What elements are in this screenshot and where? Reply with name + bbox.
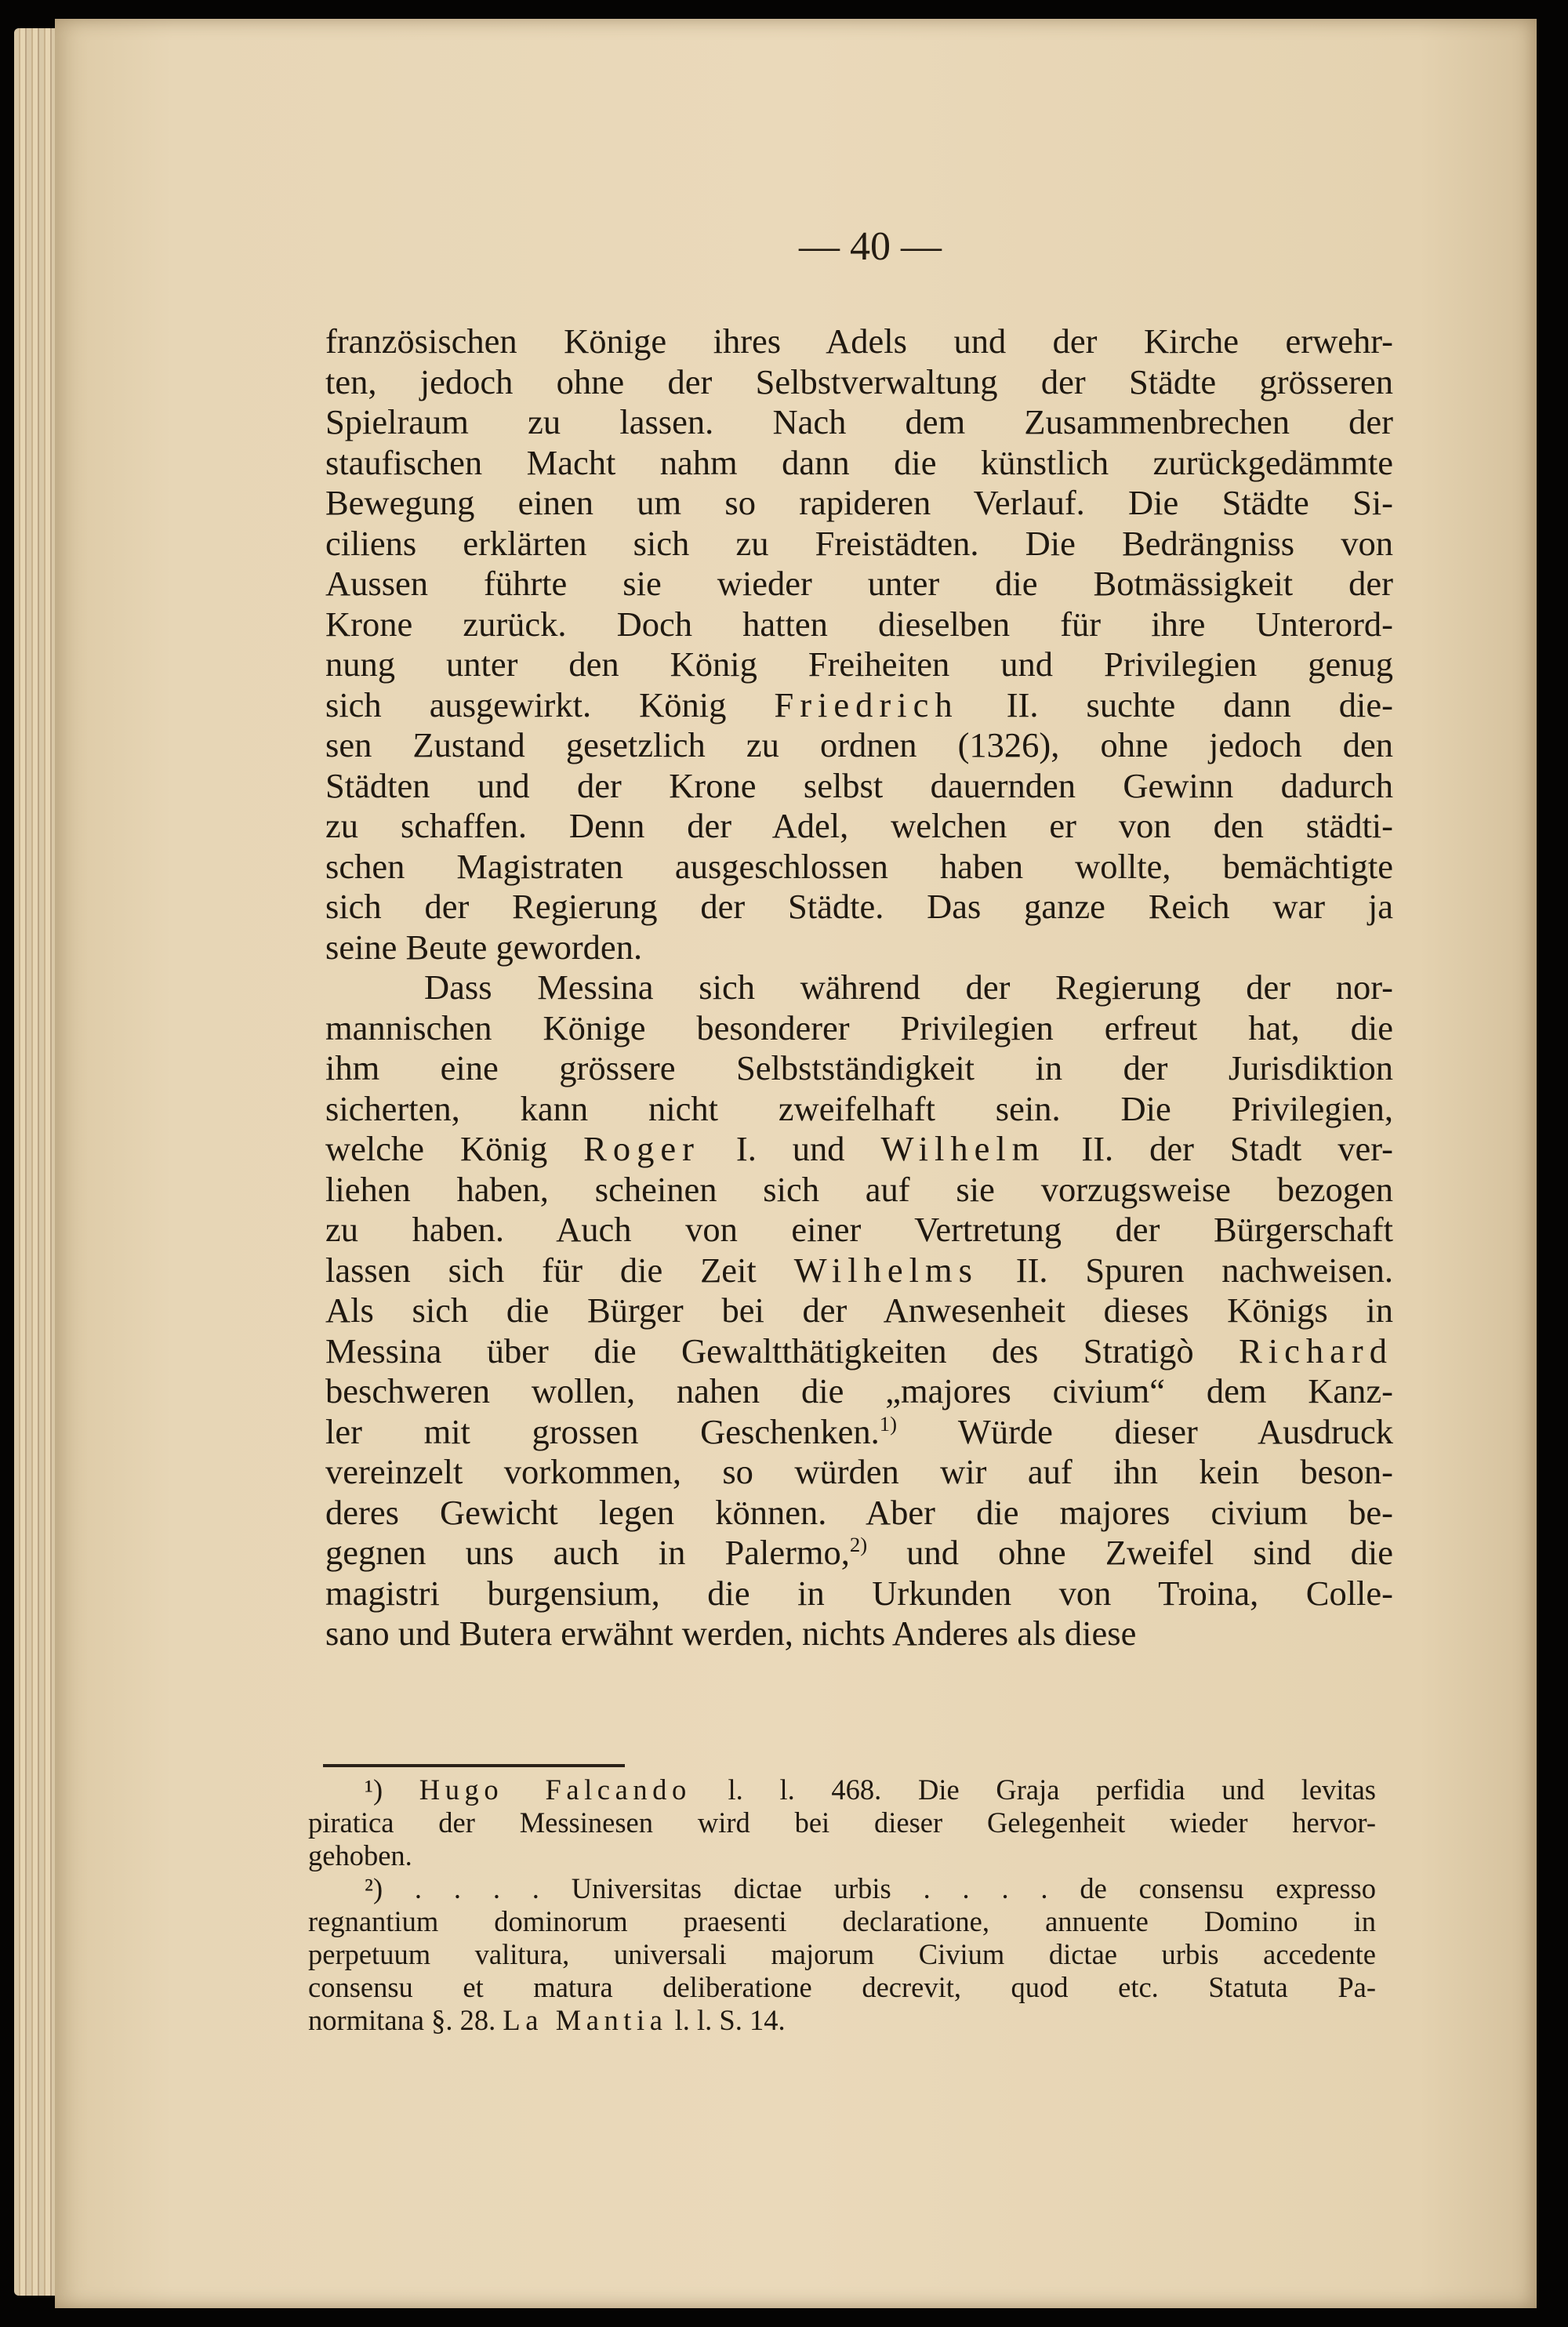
text-span: II. Spuren nachweisen. (978, 1250, 1393, 1290)
body-text (325, 321, 1393, 1654)
footnote-line: consensu et matura deliberatione decrevit, quod etc. Statuta Pa- (308, 1971, 1376, 2003)
body-line: Spielraum zu lassen. Nach dem Zusammenbrechen der (325, 402, 1393, 441)
text-span: sich ausgewirkt. König (325, 684, 775, 724)
text-span: l. l. 468. Die Graja perfidia und levitas (691, 1773, 1376, 1806)
body-line: Aussen führte sie wieder unter die Botmässigkeit der (325, 564, 1393, 603)
text-span: l. l. S. 14. (667, 2004, 786, 2036)
spaced-name: Wilhelm (880, 1129, 1046, 1168)
body-line: nung unter den König Freiheiten und Privilegien genug (325, 644, 1393, 684)
footnote-line: gehoben. (308, 1839, 412, 1871)
body-line (325, 1412, 1393, 1453)
body-line: zu haben. Auch von einer Vertretung der Bürgerschaft (325, 1210, 1393, 1249)
footnote-line: regnantium dominorum praesenti declaratione, annuente Domino in (308, 1905, 1376, 1937)
body-line: ihm eine grössere Selbstständigkeit in der Jurisdiktion (325, 1048, 1393, 1087)
body-line: ten, jedoch ohne der Selbstverwaltung der Städte grösseren (325, 361, 1393, 401)
text-span: II. suchte dann die- (958, 684, 1393, 724)
text-span: gegnen uns auch in Palermo, (325, 1533, 850, 1572)
body-line: vereinzelt vorkommen, so würden wir auf ihn kein beson- (325, 1452, 1393, 1491)
spaced-name: Friedrich (774, 684, 959, 724)
footnote-ref: 1) (879, 1411, 897, 1436)
footnote-line (308, 2004, 1376, 2037)
text-span: normitana §. 28. (308, 2004, 503, 2036)
spaced-name: Roger (583, 1129, 700, 1168)
text-span: Würde dieser Ausdruck (896, 1411, 1393, 1451)
body-line (325, 1331, 1393, 1372)
body-line (325, 1129, 1393, 1170)
body-line (325, 1533, 1393, 1574)
spaced-name: Richard (1239, 1330, 1393, 1370)
body-line: zu schaffen. Denn der Adel, welchen er von den städti- (325, 806, 1393, 845)
body-line: sano und Butera erwähnt werden, nichts Anderes als diese (325, 1614, 1137, 1653)
body-line: magistri burgensium, die in Urkunden von Troina, Colle- (325, 1573, 1393, 1613)
body-line: staufischen Macht nahm dann die künstlich zurückgedämmte (325, 442, 1393, 482)
body-line (325, 1251, 1393, 1291)
body-line: deres Gewicht legen können. Aber die majores civium be- (325, 1492, 1393, 1532)
body-line: sen Zustand gesetzlich zu ordnen (1326), ohne jedoch den (325, 725, 1393, 764)
footnote-ref: 2) (849, 1533, 868, 1557)
body-line: Als sich die Bürger bei der Anwesenheit dieses Königs in (325, 1291, 1393, 1330)
body-line (325, 685, 1393, 726)
body-line: sicherten, kann nicht zweifelhaft sein. Die Privilegien, (325, 1088, 1393, 1128)
body-line: beschweren wollen, nahen die „majores civium“ dem Kanz- (325, 1371, 1393, 1410)
text-span: und ohne Zweifel sind die (867, 1533, 1394, 1572)
footnotes (308, 1773, 1376, 2037)
spaced-name: Wilhelms (793, 1250, 978, 1290)
footnote-line (308, 1773, 1376, 1806)
text-span: Messina über die Gewaltthätigkeiten des Stratigò (325, 1330, 1240, 1370)
spaced-name: La Mantia (503, 2004, 668, 2036)
body-line: schen Magistraten ausgeschlossen haben wollte, bemächtigte (325, 846, 1393, 886)
body-line: sich der Regierung der Städte. Das ganze Reich war ja (325, 887, 1393, 926)
text-span: lassen sich für die Zeit (325, 1250, 794, 1290)
text-span: I. und (699, 1129, 881, 1168)
body-line: ciliens erklärten sich zu Freistädten. Die Bedrängniss von (325, 523, 1393, 563)
body-line: Bewegung einen um so rapideren Verlauf. Die Städte Si- (325, 483, 1393, 522)
body-line: Städten und der Krone selbst dauernden Gewinn dadurch (325, 765, 1393, 805)
footnote-mark: ¹) (365, 1773, 419, 1806)
body-line: seine Beute geworden. (325, 927, 643, 967)
footnote-line: perpetuum valitura, universali majorum Civium dictae urbis accedente (308, 1938, 1376, 1970)
body-line: Krone zurück. Doch hatten dieselben für ihre Unterord- (325, 604, 1393, 644)
spaced-name: Hugo Falcando (419, 1773, 691, 1806)
body-line: Dass Messina sich während der Regierung der nor- (424, 967, 1393, 1007)
body-line: mannischen Könige besonderer Privilegien erfreut hat, die (325, 1007, 1393, 1047)
footnote-line: piratica der Messinesen wird bei dieser Gelegenheit wieder hervor- (308, 1806, 1376, 1839)
body-line: französischen Könige ihres Adels und der Kirche erwehr- (325, 321, 1393, 361)
text-span: II. der Stadt ver- (1045, 1129, 1393, 1168)
footnote-rule (323, 1764, 625, 1767)
footnote-line: ²) . . . . Universitas dictae urbis . . . . de consensu expresso (365, 1872, 1376, 1904)
text-span: ler mit grossen Geschenken. (325, 1411, 880, 1451)
page-number: — 40 — (799, 224, 942, 269)
body-line: liehen haben, scheinen sich auf sie vorzugsweise bezogen (325, 1169, 1393, 1209)
text-span: welche König (325, 1129, 584, 1168)
